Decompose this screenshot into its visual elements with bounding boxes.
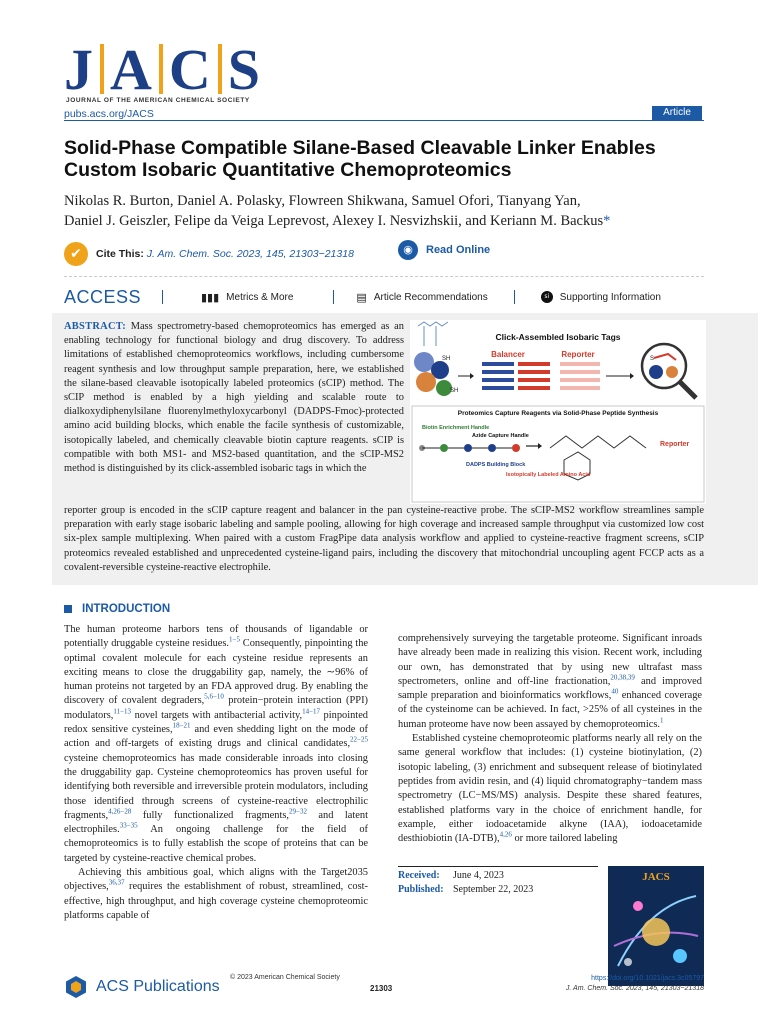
jacs-logo[interactable] [64,38,261,100]
received-label: Received: [398,870,440,881]
copyright-notice: © 2023 American Chemical Society [230,974,340,981]
corresponding-author-mark[interactable]: * [603,213,611,229]
reference-link[interactable]: 5,6−10 [204,693,224,702]
reference-link[interactable]: 1 [660,716,664,725]
footer-doi-block [520,974,704,994]
doi-link[interactable]: https://doi.org/10.1021/jacs.3c05797 [591,975,704,982]
introduction-heading-text: INTRODUCTION [82,603,171,615]
cite-this[interactable] [64,237,354,271]
body-column-right [398,632,702,846]
logo-letter-c: C [168,36,212,102]
footer-citation: J. Am. Chem. Soc. 2023, 145, 21303−21318 [565,985,704,992]
authors-line-2 [64,211,704,231]
abstract-text-part1 [64,320,404,476]
cite-details[interactable]: 2023, 145, 21303−21318 [236,248,354,260]
abstract-label: ABSTRACT: [64,321,126,332]
text-span: pinpointed redox sensitive cysteines, [64,709,368,736]
divider [162,290,163,304]
text-span: An ongoing challenge for the field of chemoproteomics is to fully establish the scope of proteins that can be targeted by cysteine-reactive chemical probes. [64,824,368,864]
intro-paragraph-2 [64,866,368,923]
recommendations-link[interactable] [356,291,487,304]
logo-separator [159,44,163,94]
published-date: September 22, 2023 [453,884,534,895]
reference-link[interactable]: 14−17 [302,707,321,716]
toc-graphic-svg [410,320,706,504]
reporter-structure-label: Reporter [660,441,690,448]
cover-title: JACS [642,871,670,883]
reference-link[interactable]: 29−32 [289,807,307,816]
author-list [64,191,704,231]
logo-separator [218,44,222,94]
toc-title: Click-Assembled Isobaric Tags [495,332,621,342]
cite-text [96,248,354,260]
intro-paragraph-4 [398,732,702,846]
text-span: and latent electrophiles. [64,809,368,836]
read-online-button[interactable] [398,240,490,260]
dadps-label: DADPS Building Block [466,462,526,468]
access-label: ACCESS [64,286,142,307]
publication-dates [398,869,533,897]
supporting-info-link[interactable] [541,291,661,303]
supporting-label: Supporting Information [559,291,661,303]
access-bar [64,284,704,310]
reporter-label: Reporter [561,350,595,359]
divider [398,866,598,867]
text-span: cysteine chemoproteomics has made considerable inroads into closing the druggability gap. Cysteine chemoproteomics has proven useful for identifying both reversible and irreversible protein modulators, including those identified through screens of cysteine-reactive electrophilic fragments, [64,752,368,821]
cite-label: Cite This: [96,248,144,260]
journal-url-link[interactable]: pubs.acs.org/JACS [64,108,154,120]
text-span: Achieving this ambitious goal, which aligns with the Target2035 objectives, [64,867,368,893]
recommendations-label: Article Recommendations [373,291,488,303]
synthesis-subtitle: Proteomics Capture Reagents via Solid-Phase Peptide Synthesis [457,410,659,417]
synthesis-panel [412,406,704,502]
reference-link[interactable]: 22−25 [350,735,368,744]
metrics-link[interactable] [201,291,293,304]
reference-link[interactable]: 11−13 [113,707,132,716]
acs-publications-logo[interactable] [64,975,220,999]
magnifier-icon [642,344,696,398]
introduction-heading [64,603,170,615]
text-span: Consequently, pinpointing the optimal covalent molecule for each cysteine residue represents an exciting means to close the druggability gap, namely, the ∼96% of human proteins not targeted by an FDA approved drug. By enabling the discovery of covalent degraders, [64,638,368,707]
published-label: Published: [398,884,444,895]
divider [514,290,515,304]
cover-art [608,866,704,986]
received-row [398,869,533,883]
authors-line-1: Nikolas R. Burton, Daniel A. Polasky, Flowreen Shikwana, Samuel Ofori, Tianyang Yan, [64,193,581,209]
metrics-label: Metrics & More [226,291,294,303]
azide-label: Azide Capture Handle [472,433,529,439]
reference-link[interactable]: 20,38,39 [610,673,635,682]
intro-paragraph-3 [398,632,702,732]
text-span: Established cysteine chemoproteomic platforms nearly all rely on the same general workflow that includes: (1) cysteine biotinylation, (2) isotopic labeling, (3) enrichment and subsequent release of biotinylated peptides from avidin resin, and (4) liquid chromatography−tandem mass spectrometry (LC−MS/MS) analysis. Despite these shared features, established platforms vary in the choice of enrichment handle, for example, either iodoacetamide alkyne (IAA), iodoacetamide desthiobiotin (IA-DTB), [398,733,702,845]
text-span: or more tailored labeling [511,833,618,845]
text-span: fully functionalized fragments, [131,809,289,821]
page-number: 21303 [370,984,393,993]
reference-link[interactable]: 18−21 [172,721,191,730]
text-span: novel targets with antibacterial activity, [131,709,303,721]
isotopic-label: Isotopically Labeled Amino Acid [506,472,591,478]
authors-line-2-text: Daniel J. Geiszler, Felipe da Veiga Leprevost, Alexey I. Nesvizhskii, and Keriann M. Backus [64,213,604,229]
tag-flags-icon [418,322,448,346]
intro-paragraph-1 [64,623,368,866]
toc-graphic [410,320,706,504]
divider [64,276,704,277]
abstract-text-part2: reporter group is encoded in the sCIP capture reagent and balancer in the pan cysteine-reactive probe. The sCIP-MS2 workflow streamlines sample preparation with early stage isobaric labeling and sample pooling, allowing for high coverage and increased sample throughput via customized low cost six-plex sample multiplexing. When paired with a custom FragPipe data analysis workflow and applied to cysteine-reactive fragment screens, sCIP proteomics revealed established and unprecedented cysteine-ligand pairs, including the discovery that mitochondrial uncoupling agent FCCP acts as a covalent-reversible cysteine-reactive electrophile. [64,505,704,573]
acs-hexagon-icon [64,975,88,999]
abstract-body-1: Mass spectrometry-based chemoproteomics has emerged as an enabling technology for functional biology and drug discovery. To address limitations of established chemoproteomics workflows, including cumbersome reagent synthesis and low throughput sample preparation, here, we established the silane-based cleavable isotopically labeled proteomics (sCIP) method. The sCIP method is enabled by a high yielding and scalable route to dialkoxydiphenylsilane fluorenylmethyloxycarbonyl (DADPS-Fmoc)-protected amino acid building blocks, which enable the facile synthesis of customizable, isotopically labeled, and chemically cleavable biotin capture reagents. sCIP is compatible with both MS1- and MS2-based quantitation, and the sCIP-MS2 method is distinguished by its click-assembled isobaric tags in which the [64,321,404,475]
text-span: and even shedding light on the mode of action and off-targets of existing drugs and clinical candidates, [64,724,368,750]
reference-link[interactable]: 40 [611,687,619,696]
reference-link[interactable]: 1−5 [229,635,240,644]
read-online-label: Read Online [426,244,491,256]
header-rule [64,120,704,121]
balancer-label: Balancer [491,350,525,359]
check-icon: ✔ [64,242,88,266]
reference-link[interactable]: 36,37 [108,878,125,887]
article-type-badge: Article [652,106,702,120]
logo-letter-s: S [227,36,262,102]
journal-full-name: JOURNAL OF THE AMERICAN CHEMICAL SOCIETY [66,97,250,104]
s-label: S [650,356,655,362]
sh-label: SH [450,388,459,394]
document-icon: ▤ [356,290,367,304]
logo-letter-a: A [110,36,153,102]
published-row [398,883,533,897]
reference-link[interactable]: 4,26 [499,830,512,839]
article-title: Solid-Phase Compatible Silane-Based Cleavable Linker Enables Custom Isobaric Quantitative Chemoproteomics [64,137,656,181]
text-span: The human proteome harbors tens of thousands of ligandable or potentially druggable cysteine residues. [64,624,368,650]
biotin-label: Biotin Enrichment Handle [422,425,490,431]
isobaric-tags-illustration [458,362,634,390]
text-span: comprehensively surveying the targetable proteome. Significant inroads have already been made in realizing this vision. Recent work, including our own, has demonstrated that by using new ultrafast mass spectrometers, online and off-line fractionation, [398,633,702,687]
publisher-name: ACS Publications [96,978,220,995]
text-span: requires the establishment of robust, streamlined, cost-effective, high throughput, and high coverage cysteine chemoproteomic platforms capable of [64,881,368,921]
body-column-left [64,623,368,923]
reference-link[interactable]: 33−35 [119,821,138,830]
si-icon: si [541,291,553,303]
reference-link[interactable]: 4,26−28 [108,807,132,816]
logo-letter-j: J [64,36,94,102]
bar-chart-icon: ▮▮▮ [201,290,220,304]
cite-journal[interactable]: J. Am. Chem. Soc. [146,248,234,260]
text-span: protein−protein interaction (PPI) modulators, [64,695,368,721]
received-date: June 4, 2023 [453,870,504,881]
text-span: enhanced coverage of the cysteinome can be achieved. In fact, >25% of all cysteines in the human proteome have now been assayed by chemoproteomics. [398,690,702,730]
globe-icon: ◉ [398,240,418,260]
sh-label: SH [442,356,451,362]
journal-cover-thumbnail[interactable] [608,866,704,986]
section-square-icon [64,605,72,613]
divider [333,290,334,304]
logo-separator [100,44,104,94]
text-span: and improved sample preparation and bioinformatics workflows, [398,675,702,702]
